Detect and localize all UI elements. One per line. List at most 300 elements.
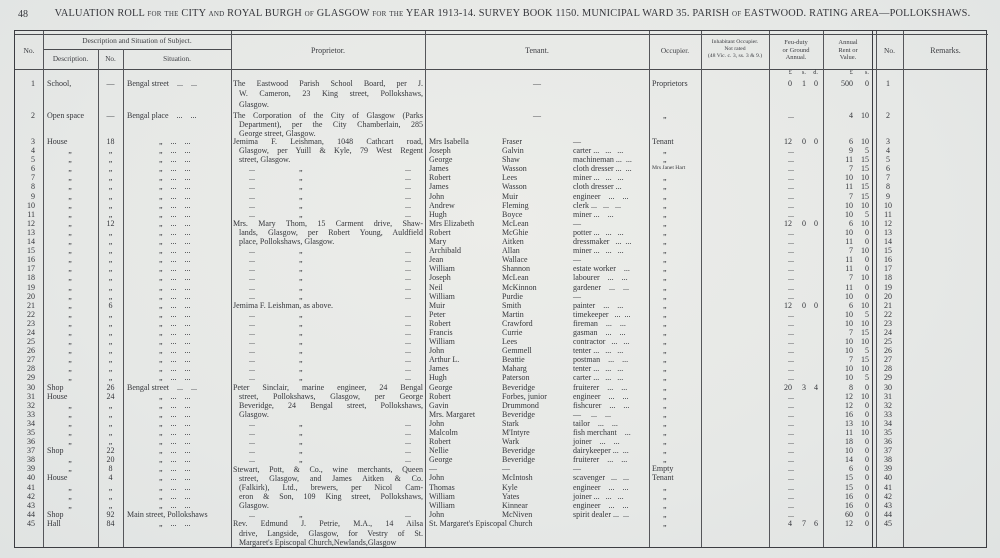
situation-cell: „ ... ... [159, 464, 191, 474]
proprietor-line: Glasgow. [239, 99, 269, 109]
ditto-mark: „ [299, 209, 304, 219]
situation-cell: „ ... ... [159, 373, 191, 383]
tenant-forename: — [429, 464, 437, 474]
occupier-cell: „ [663, 218, 667, 228]
description-cell: „ [68, 318, 73, 328]
header-tenant: Tenant. [525, 46, 549, 55]
ditto-mark: „ [299, 182, 304, 192]
tenant-forename: William [429, 500, 455, 510]
rent-pounds: 10 [845, 337, 853, 347]
feu-duty-cell: ... [788, 273, 794, 283]
description-cell: „ [68, 309, 73, 319]
street-number-cell: „ [108, 327, 113, 337]
annual-rent-cell [823, 437, 873, 446]
row-number: 42 [27, 491, 35, 501]
situation-cell: „ ... ... [159, 146, 191, 156]
row-number: 17 [27, 264, 35, 274]
tenant-forename: Robert [429, 318, 451, 328]
row-number-right: 1 [886, 79, 890, 88]
proprietor-cell [231, 364, 425, 373]
table-row [15, 346, 988, 355]
street-number-cell: „ [108, 155, 113, 165]
rent-pounds: 7 [849, 246, 853, 256]
situation-cell: „ ... ... [159, 191, 191, 201]
proprietor-line: The Eastwood Parish School Board, per J. [233, 79, 423, 88]
rent-pounds: 10 [845, 209, 853, 219]
annual-rent-cell [823, 519, 873, 529]
table-row [15, 264, 988, 273]
rent-pounds: 12 [845, 391, 853, 401]
annual-rent-cell [823, 401, 873, 410]
header-no-right: No. [883, 46, 896, 55]
tenant-occupation: engineer ... ... [573, 500, 629, 510]
rent-shillings: 0 [865, 255, 869, 265]
description-cell: „ [68, 400, 73, 410]
row-number: 43 [27, 500, 35, 510]
ditto-dots: ... [405, 173, 411, 183]
tenant-cell: — [533, 111, 541, 120]
rent-pounds: 7 [849, 164, 853, 174]
row-number-right: 32 [884, 400, 892, 410]
proprietor-cell [231, 246, 425, 255]
tenant-surname: McIntosh [502, 473, 533, 483]
row-number: 24 [27, 327, 35, 337]
tenant-occupation: joiner ... ... ... [573, 491, 624, 501]
rent-pounds: 13 [845, 418, 853, 428]
tenant-forename: William [429, 337, 455, 347]
tenant-forename: Archibald [429, 246, 461, 256]
description-cell: „ [68, 255, 73, 265]
tenant-forename: Malcolm [429, 428, 458, 437]
row-number-right: 40 [884, 473, 892, 483]
tenant-forename: Muir [429, 300, 445, 310]
tenant-forename: John [429, 509, 445, 519]
proprietor-cell [231, 337, 425, 346]
description-cell: „ [68, 346, 73, 356]
ditto-dots: ... [405, 191, 411, 201]
description-cell: „ [68, 173, 73, 183]
row-number: 11 [27, 209, 35, 219]
row-number: 38 [27, 455, 35, 465]
feu-duty-units: £ s. d. [788, 69, 818, 76]
tenant-forename: Hugh [429, 373, 447, 383]
ditto-dots: ... [405, 182, 411, 192]
table-row [15, 464, 988, 473]
situation-cell: „ ... ... [159, 355, 191, 365]
annual-rent-cell [823, 383, 873, 392]
annual-rent-cell [823, 155, 873, 164]
occupier-cell: „ [663, 418, 667, 428]
tenant-forename: Nellie [429, 446, 449, 456]
rent-shillings: 0 [865, 79, 869, 88]
row-number: 13 [27, 227, 35, 237]
rent-pounds: 6 [849, 300, 853, 310]
occupier-cell: Proprietors [652, 79, 688, 88]
table-row [15, 473, 988, 482]
proprietor-line: Margaret's Episcopal Church,Newlands,Glasgow [239, 538, 397, 548]
tenant-forename: John [429, 346, 445, 356]
table-row [15, 401, 988, 410]
row-number: 39 [27, 464, 35, 474]
street-number-cell: „ [108, 491, 113, 501]
street-number-cell: 4 [108, 473, 113, 483]
row-number-right: 16 [884, 255, 892, 265]
proprietor-line: Rev. Edmund J. Petrie, M.A., 14 Ailsa [233, 518, 423, 528]
ditto-dots: ... [405, 255, 411, 265]
table-row [15, 173, 988, 182]
row-number: 19 [27, 282, 35, 292]
row-number: 32 [27, 400, 35, 410]
proprietor-cell [231, 519, 425, 548]
street-number-cell: „ [108, 264, 113, 274]
street-number-cell: 26 [106, 382, 115, 392]
description-cell: „ [68, 282, 73, 292]
description-cell: „ [68, 373, 73, 383]
tenant-forename: Mrs Isabella [429, 137, 469, 146]
header-situation: Situation. [163, 55, 191, 63]
feu-duty-cell: ... [788, 164, 794, 174]
description-cell: „ [68, 418, 73, 428]
rent-shillings: 10 [861, 300, 869, 310]
table-row [15, 155, 988, 164]
row-number: 9 [31, 191, 35, 201]
rent-pounds: 10 [845, 200, 853, 210]
row-number: 20 [27, 291, 35, 301]
rent-shillings: 15 [861, 182, 869, 192]
row-number-right: 12 [884, 218, 892, 228]
rent-pounds: 10 [845, 309, 853, 319]
situation-cell: „ ... ... [159, 200, 191, 210]
rent-pounds: 10 [845, 364, 853, 374]
tenant-surname: Boyce [502, 209, 523, 219]
street-number-cell: 20 [106, 455, 115, 465]
street-number-cell: „ [108, 227, 113, 237]
tenant-forename: Joseph [429, 273, 451, 283]
ditto-mark: „ [299, 246, 304, 256]
header-inhabitant-occupier: Inhabitant Occupier. Not rated (48 Vic. c. 3, ss. 3 & 9.) [707, 39, 763, 59]
feu-duty-cell: ... [788, 418, 794, 428]
row-number-right: 41 [884, 482, 892, 492]
page-title: VALUATION ROLL for the CITY and ROYAL BURGH of GLASGOW for the YEAR 1913-14. SURVEY BOOK 1150. MUNICIPAL WARD 35. PARISH of EASTWOOD. RATING AREA—POLLOKSHAWS. [54, 8, 971, 19]
row-number: 5 [31, 155, 35, 165]
row-number-right: 42 [884, 491, 892, 501]
annual-rent-cell [823, 173, 873, 182]
street-number-cell: „ [108, 346, 113, 356]
tenant-occupation: — [573, 464, 581, 474]
tenant-surname: Beattie [502, 355, 525, 365]
proprietor-text-block [233, 137, 423, 164]
annual-rent-cell [823, 273, 873, 282]
proprietor-cell [231, 510, 425, 519]
street-number-cell: „ [108, 373, 113, 383]
tenant-occupation: gasman ... ... [573, 327, 626, 337]
rent-pounds: 18 [845, 437, 853, 447]
ditto-mark: „ [299, 291, 304, 301]
proprietor-line: The Corporation of the City of Glasgow (Parks [233, 111, 423, 120]
table-row [15, 483, 988, 492]
occupier-cell: „ [663, 364, 667, 374]
situation-cell: „ ... ... [159, 273, 191, 283]
rent-shillings: 15 [861, 191, 869, 201]
ditto-dots: ... [249, 346, 255, 356]
rent-shillings: 0 [865, 509, 869, 519]
situation-cell: „ ... ... [159, 327, 191, 337]
row-number-right: 20 [884, 291, 892, 301]
tenant-occupation: — [573, 291, 581, 301]
proprietor-line: drive, Langside, Glasgow, for Vestry of St. [239, 528, 423, 538]
tenant-occupation: potter ... ... ... [573, 227, 624, 237]
row-number-right: 29 [884, 373, 892, 383]
table-row [15, 510, 988, 519]
ditto-dots: ... [405, 509, 411, 519]
annual-rent-cell [823, 337, 873, 346]
occupier-cell: „ [663, 446, 667, 456]
proprietor-cell [231, 437, 425, 446]
table-row [15, 292, 988, 301]
tenant-surname: Lees [502, 173, 518, 183]
situation-cell: „ ... ... [159, 391, 191, 401]
rent-shillings: 0 [865, 282, 869, 292]
feu-pounds: 0 [788, 79, 792, 88]
ditto-mark: „ [299, 164, 304, 174]
ditto-mark: „ [299, 437, 304, 447]
rent-shillings: 0 [865, 382, 869, 392]
proprietor-line: Jemima F. Leishman, as above. [233, 300, 334, 310]
ditto-mark: „ [299, 264, 304, 274]
tenant-surname: McLean [502, 273, 529, 283]
row-number-right: 36 [884, 437, 892, 447]
feu-shillings: 0 [802, 218, 806, 228]
feu-pounds: 4 [788, 518, 792, 528]
proprietor-text-block [233, 383, 423, 419]
street-number-cell: 12 [106, 218, 115, 228]
street-number-cell: „ [108, 409, 113, 419]
description-cell: „ [68, 482, 73, 492]
table-row [15, 383, 988, 392]
annual-rent-cell [823, 310, 873, 319]
rent-shillings: 0 [865, 264, 869, 274]
situation-cell: „ ... ... [159, 237, 191, 247]
ditto-mark: „ [299, 255, 304, 265]
occupier-cell: „ [663, 509, 667, 519]
rent-shillings: 10 [861, 173, 869, 183]
feu-duty-cell: ... [788, 400, 794, 410]
table-row [15, 192, 988, 201]
proprietor-cell [231, 192, 425, 201]
situation-cell: „ ... ... [159, 137, 191, 146]
row-number: 23 [27, 318, 35, 328]
occupier-cell: „ [663, 182, 667, 192]
row-number-right: 14 [884, 237, 892, 247]
ditto-dots: ... [249, 282, 255, 292]
rent-shillings: 0 [865, 473, 869, 483]
ditto-mark: „ [299, 309, 304, 319]
table-row [15, 455, 988, 464]
ditto-dots: ... [405, 355, 411, 365]
ditto-mark: „ [299, 509, 304, 519]
occupier-cell: „ [663, 482, 667, 492]
tenant-occupation: clerk ... ... ... [573, 200, 621, 210]
tenant-surname: Maharg [502, 364, 527, 374]
feu-pence: 0 [814, 218, 818, 228]
feu-duty-cell: ... [788, 446, 794, 456]
annual-rent-cell [823, 79, 873, 89]
description-cell: „ [68, 491, 73, 501]
description-cell: „ [68, 227, 73, 237]
proprietor-cell [231, 210, 425, 219]
feu-duty-cell: ... [788, 246, 794, 256]
feu-pounds: 12 [784, 300, 792, 310]
header-street-no: No. [105, 55, 116, 63]
feu-duty-cell: ... [788, 355, 794, 365]
ditto-dots: ... [405, 327, 411, 337]
row-number: 25 [27, 337, 35, 347]
ditto-mark: „ [299, 191, 304, 201]
row-number-right: 18 [884, 273, 892, 283]
row-number-right: 31 [884, 391, 892, 401]
rent-pounds: 11 [845, 282, 853, 292]
ditto-dots: ... [405, 246, 411, 256]
rent-shillings: 15 [861, 355, 869, 365]
proprietor-cell [231, 255, 425, 264]
rent-pounds: 11 [845, 155, 853, 165]
tenant-surname: Yates [502, 491, 520, 501]
ditto-mark: „ [299, 446, 304, 456]
proprietor-cell [231, 273, 425, 282]
ditto-dots: ... [405, 309, 411, 319]
header-description: Description. [52, 55, 89, 63]
occupier-cell: Empty [652, 464, 674, 474]
situation-cell: „ ... ... [159, 182, 191, 192]
table-row [15, 301, 988, 310]
street-number-cell: „ [108, 428, 113, 437]
table-row [15, 364, 988, 373]
tenant-surname: Wasson [502, 164, 527, 174]
row-number: 1 [31, 79, 35, 88]
table-row [15, 419, 988, 428]
annual-rent-cell [823, 192, 873, 201]
feu-duty-cell: ... [788, 282, 794, 292]
tenant-surname: Paterson [502, 373, 530, 383]
ditto-dots: ... [405, 346, 411, 356]
occupier-cell: „ [663, 391, 667, 401]
description-cell: „ [68, 437, 73, 447]
tenant-surname: — [502, 464, 510, 474]
feu-duty-cell: ... [788, 373, 794, 383]
tenant-occupation: dairykeeper ... ... [573, 446, 629, 456]
proprietor-cell [231, 79, 425, 110]
rent-shillings: 0 [865, 446, 869, 456]
annual-rent-cell [823, 446, 873, 455]
row-number: 21 [27, 300, 35, 310]
annual-rent-cell [823, 428, 873, 437]
annual-rent-cell [823, 492, 873, 501]
tenant-occupation: fish merchant ... [573, 428, 631, 437]
row-number: 10 [27, 200, 35, 210]
street-number-cell: „ [108, 164, 113, 174]
tenant-surname: Beveridge [502, 455, 535, 465]
ditto-mark: „ [299, 455, 304, 465]
row-number: 16 [27, 255, 35, 265]
situation-cell: „ ... ... [159, 218, 191, 228]
table-row [15, 182, 988, 191]
annual-rent-cell [823, 473, 873, 482]
rent-pounds: 11 [845, 255, 853, 265]
row-number-right: 25 [884, 337, 892, 347]
row-number: 29 [27, 373, 35, 383]
tenant-cell: — [533, 79, 541, 88]
occupier-cell: „ [663, 518, 667, 528]
occupier-cell: „ [663, 146, 667, 156]
rent-shillings: 10 [861, 428, 869, 437]
situation-cell: „ ... ... [159, 455, 191, 465]
ditto-dots: ... [249, 273, 255, 283]
ditto-dots: ... [249, 255, 255, 265]
rent-pounds: 8 [849, 382, 853, 392]
description-cell: „ [68, 355, 73, 365]
feu-pence: 0 [814, 300, 818, 310]
row-number: 40 [27, 473, 35, 483]
tenant-forename: Neil [429, 282, 443, 292]
rent-shillings: 10 [861, 337, 869, 347]
ditto-dots: ... [249, 355, 255, 365]
street-number-cell: „ [108, 173, 113, 183]
tenant-occupation: — [573, 255, 581, 265]
row-number-right: 37 [884, 446, 892, 456]
ditto-mark: „ [299, 355, 304, 365]
table-row [15, 237, 988, 246]
ditto-dots: ... [405, 446, 411, 456]
ditto-dots: ... [249, 418, 255, 428]
tenant-forename: Joseph [429, 146, 451, 156]
feu-duty-cell: ... [788, 173, 794, 183]
tenant-forename: James [429, 182, 449, 192]
tenant-forename: George [429, 155, 453, 165]
annual-rent-cell [823, 201, 873, 210]
table-row [15, 79, 988, 111]
description-cell: „ [68, 146, 73, 156]
tenant-surname: Stark [502, 418, 519, 428]
street-number-cell: 92 [106, 509, 115, 519]
proprietor-line: Mrs. Mary Thom, 15 Carment drive, Shaw- [233, 218, 423, 228]
feu-duty-cell [769, 383, 823, 392]
rent-pounds: 12 [845, 518, 853, 528]
occupier-cell: „ [663, 373, 667, 383]
row-number: 22 [27, 309, 35, 319]
rent-pounds: 10 [845, 373, 853, 383]
feu-duty-cell: ... [788, 264, 794, 274]
description-cell: Shop [47, 382, 64, 392]
rent-shillings: 10 [861, 273, 869, 283]
rent-shillings: 5 [865, 209, 869, 219]
tenant-surname: McLean [502, 218, 529, 228]
tenant-occupation: estate worker ... [573, 264, 630, 274]
feu-duty-cell: ... [788, 473, 794, 483]
ditto-dots: ... [405, 364, 411, 374]
row-number: 33 [27, 409, 35, 419]
occupier-cell: „ [663, 346, 667, 356]
occupier-cell: „ [663, 111, 667, 120]
rent-pounds: 16 [845, 491, 853, 501]
occupier-cell: Tenant [652, 473, 674, 483]
feu-duty-cell [769, 137, 823, 146]
header-group-description-situation: Description and Situation of Subject. [82, 36, 192, 45]
ditto-dots: ... [249, 264, 255, 274]
street-number-cell: 6 [108, 300, 113, 310]
tenant-forename: George [429, 455, 453, 465]
rent-pounds: 12 [845, 400, 853, 410]
street-number-cell: „ [108, 418, 113, 428]
